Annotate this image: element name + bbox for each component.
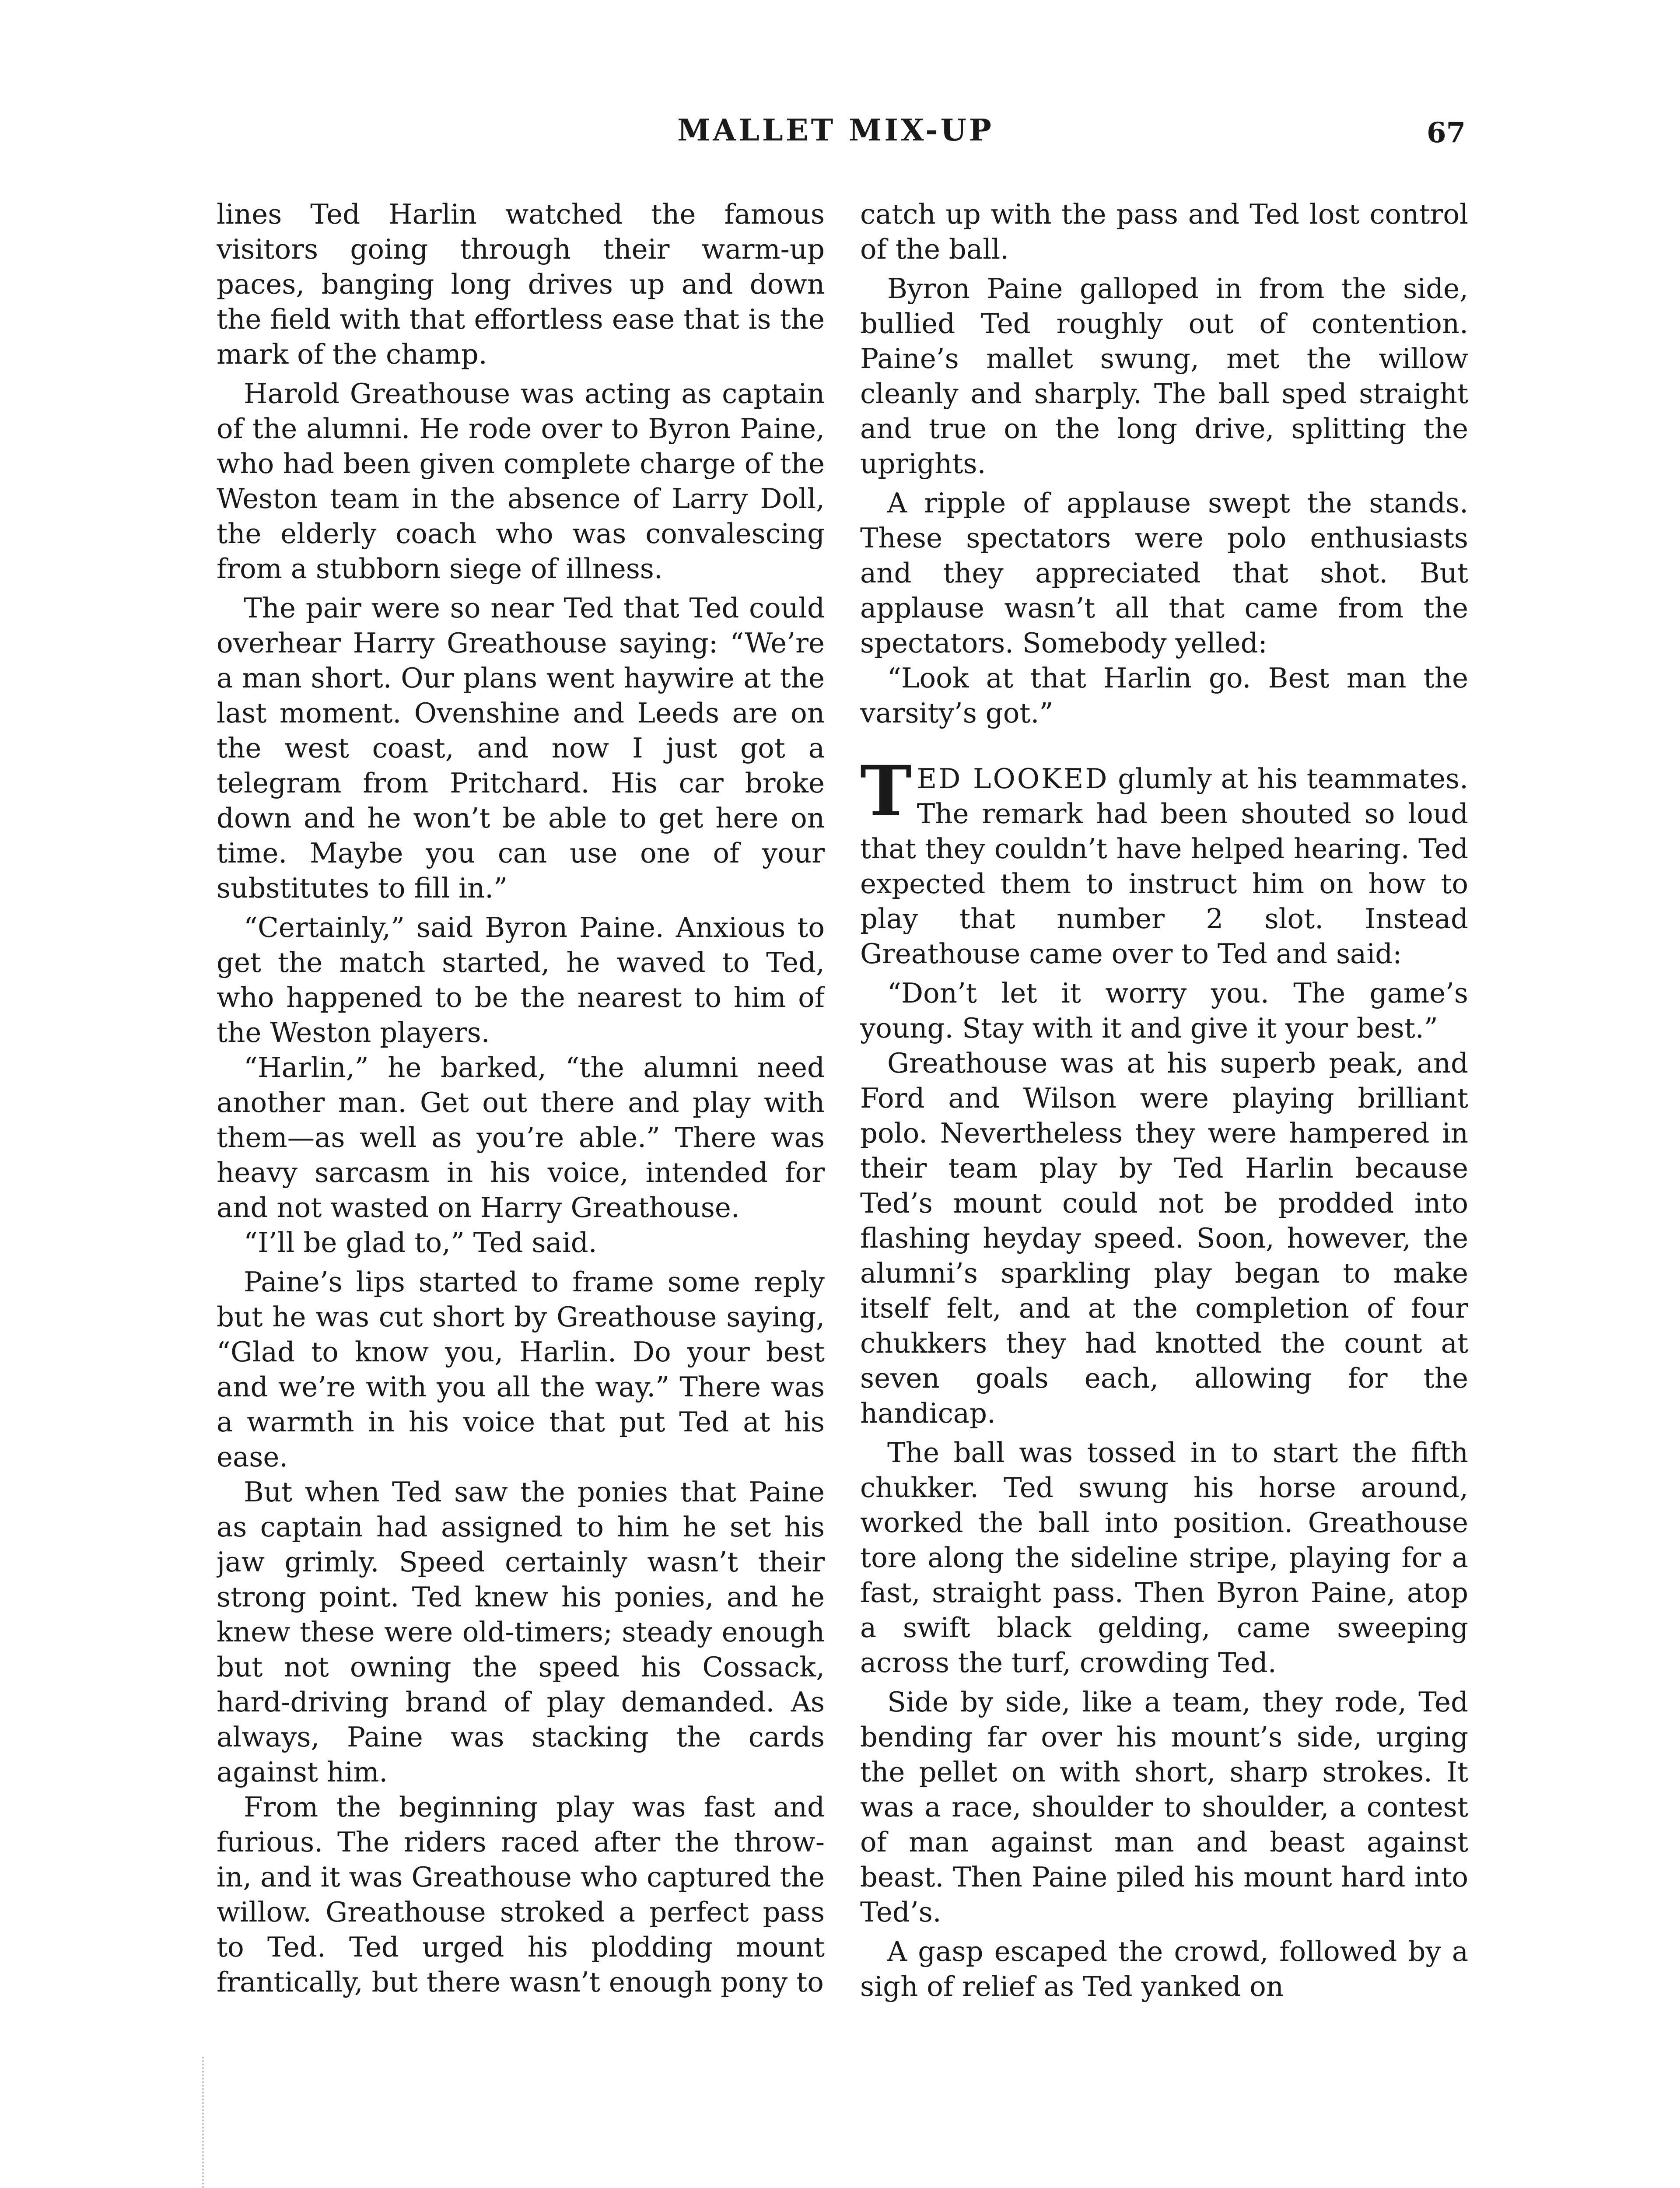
- right-column: [860, 197, 1468, 2188]
- page-number: 67: [1426, 116, 1466, 149]
- drop-cap: T: [860, 751, 912, 832]
- running-title: MALLET MIX-UP: [677, 113, 994, 148]
- paragraph: But when Ted saw the ponies that Paine as captain had assigned to him he set his jaw grimly. Speed certainly wasn’t their strong point. Ted knew his ponies, and he knew these were old-timers; steady enough but not owning the speed his Cossack, hard-driving brand of play demanded. As always, Paine was stacking the cards against him.: [217, 1476, 825, 1788]
- paragraph: “I’ll be glad to,” Ted said.: [244, 1227, 597, 1259]
- paragraph: lines Ted Harlin watched the famous visitors going through their warm-up paces, banging long drives up and down the field with that effortless ease that is the mark of the champ.: [217, 198, 825, 370]
- section-lead: ED LOOKED: [917, 763, 1109, 795]
- paragraph: A ripple of applause swept the stands. These spectators were polo enthusiasts and they appreciated that shot. But applause wasn’t all that came from the spectators. Somebody yelled:: [860, 487, 1468, 659]
- left-column: [217, 197, 825, 2188]
- paragraph: Harold Greathouse was acting as captain of the alumni. He rode over to Byron Paine, who had been given complete charge of the Weston team in the absence of Larry Doll, the elderly coach who was convalescing from a stubborn siege of illness.: [217, 378, 825, 585]
- paragraph: Byron Paine galloped in from the side, bullied Ted roughly out of contention. Paine’s mallet swung, met the willow cleanly and sharply. The ball sped straight and true on the long drive, splitting the uprights.: [860, 273, 1468, 480]
- paragraph: Paine’s lips started to frame some reply but he was cut short by Greathouse saying, “Glad to know you, Harlin. Do your best and we’re with you all the way.” There was a warmth in his voice that put Ted at his ease.: [217, 1266, 825, 1473]
- margin-mark: [202, 2057, 206, 2188]
- paragraph: “Certainly,” said Byron Paine. Anxious to get the match started, he waved to Ted, who happened to be the nearest to him of the Weston players.: [217, 912, 825, 1048]
- paragraph: From the beginning play was fast and furious. The riders raced after the throw-in, and it was Greathouse who captured the willow. Greathouse stroked a perfect pass to Ted. Ted urged his plodding mount frantically, but there wasn’t enough pony to: [217, 1791, 825, 1998]
- section-lead-rest: glumly at his teammates. The remark had been shouted so loud that they couldn’t have helped hearing. Ted expected them to instruct him on how to play that number 2 slot. Instead Greathouse came over to Ted and said:: [860, 763, 1468, 970]
- paragraph: “Don’t let it worry you. The game’s young. Stay with it and give it your best.”: [860, 977, 1468, 1044]
- paragraph: The ball was tossed in to start the fifth chukker. Ted swung his horse around, worked the ball into position. Greathouse tore along the sideline stripe, playing for a fast, straight pass. Then Byron Paine, atop a swift black gelding, came sweeping across the turf, crowding Ted.: [860, 1437, 1468, 1679]
- paragraph: catch up with the pass and Ted lost control of the ball.: [860, 198, 1468, 265]
- section-opening-paragraph: [860, 751, 1468, 971]
- paragraph: Greathouse was at his superb peak, and Ford and Wilson were playing brilliant polo. Nevertheless they were hampered in their team play by Ted Harlin because Ted’s mount could not be prodded into flashing heyday speed. Soon, however, the alumni’s sparkling play began to make itself felt, and at the completion of four chukkers they had knotted the count at seven goals each, allowing for the handicap.: [860, 1047, 1468, 1429]
- paragraph: The pair were so near Ted that Ted could overhear Harry Greathouse saying: “We’re a man short. Our plans went haywire at the last moment. Ovenshine and Leeds are on the west coast, and now I just got a telegram from Pritchard. His car broke down and he won’t be able to get here on time. Maybe you can use one of your substitutes to fill in.”: [217, 592, 825, 904]
- paragraph: “Look at that Harlin go. Best man the varsity’s got.”: [860, 662, 1468, 729]
- paragraph: “Harlin,” he barked, “the alumni need another man. Get out there and play with them—as well as you’re able.” There was heavy sarcasm in his voice, intended for and not wasted on Harry Greathouse.: [217, 1052, 825, 1224]
- paragraph: Side by side, like a team, they rode, Ted bending far over his mount’s side, urging the pellet on with short, sharp strokes. It was a race, shoulder to shoulder, a contest of man against man and beast against beast. Then Paine piled his mount hard into Ted’s.: [860, 1686, 1468, 1928]
- paragraph: A gasp escaped the crowd, followed by a sigh of relief as Ted yanked on: [860, 1936, 1468, 2002]
- page-header: [206, 113, 1466, 161]
